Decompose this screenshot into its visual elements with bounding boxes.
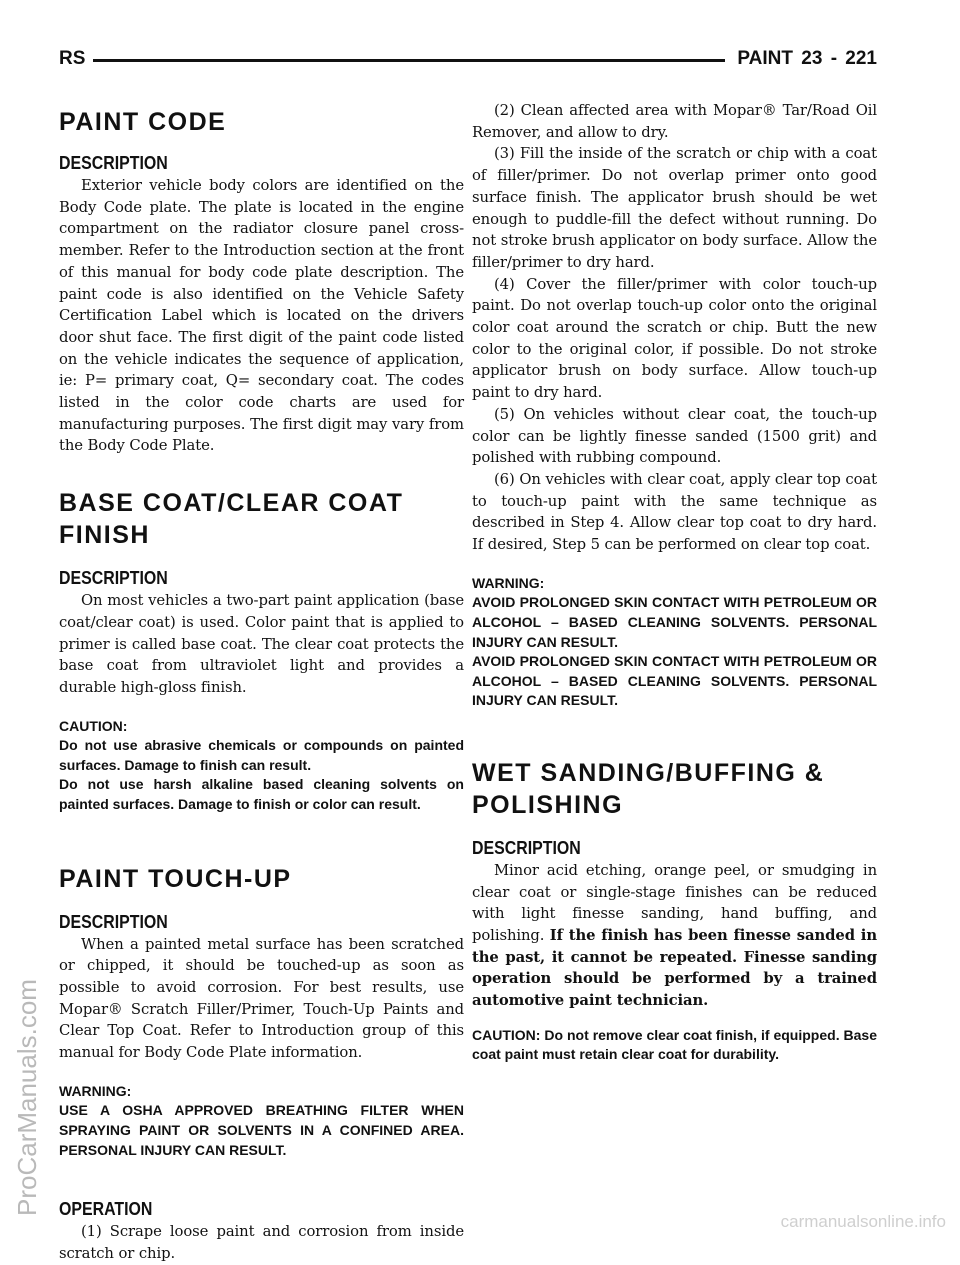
caution-text-2: Do not use harsh alkaline based cleaning solvents on painted surfaces. Damage to finish or color can result. <box>59 776 464 813</box>
warning-text: USE A OSHA APPROVED BREATHING FILTER WHEN SPRAYING PAINT OR SOLVENTS IN A CONFINED AREA. PERSONAL INJURY CAN RESULT. <box>59 1102 464 1158</box>
warning-block <box>472 574 877 711</box>
warning-text-2: AVOID PROLONGED SKIN CONTACT WITH PETROLEUM OR ALCOHOL – BASED CLEANING SOLVENTS. PERSONAL INJURY CAN RESULT. <box>472 653 877 709</box>
right-column <box>472 102 877 1065</box>
step-4: (4) Cover the filler/primer with color touch-up paint. Do not overlap touch-up color onto the original color coat around the scratch or chip. Butt the new color to the original color, if possible. Do not stroke applicator brush on body surface. Allow touch-up paint to dry hard. <box>472 275 877 402</box>
subheading-operation: OPERATION <box>59 1198 153 1220</box>
left-column <box>59 106 464 1265</box>
warning-label: WARNING: <box>472 574 545 591</box>
header-section-code: RS <box>59 48 86 69</box>
caution-text-1: Do not use abrasive chemicals or compounds on painted surfaces. Damage to finish can result. <box>59 737 464 773</box>
step-6: (6) On vehicles with clear coat, apply clear top coat to touch-up paint with the same technique as described in Step 4. Allow clear top coat to dry hard. If desired, Step 5 can be performed on clear top coat. <box>472 470 877 554</box>
subheading-description: DESCRIPTION <box>59 152 168 173</box>
step-3: (3) Fill the inside of the scratch or chip with a coat of filler/primer. Do not overlap primer onto good surface finish. The applicator brush should be wet enough to puddle-fill the defect without running. Do not stroke brush applicator on body surface. Allow the filler/primer to dry hard. <box>472 145 877 271</box>
warning-text-1: AVOID PROLONGED SKIN CONTACT WITH PETROLEUM OR ALCOHOL – BASED CLEANING SOLVENTS. PERSONAL INJURY CAN RESULT. <box>472 594 877 650</box>
header-rule <box>93 59 725 62</box>
header-page-label: PAINT 23 - 221 <box>737 48 877 69</box>
footer-watermark: carmanualsonline.info <box>780 1212 946 1231</box>
touch-up-paragraph: When a painted metal surface has been scratched or chipped, it should be touched-up as soon as possible to avoid corrosion. For best results, use Mopar® Scratch Filler/Primer, Touch-Up Paints and Clear Top Coat. Refer to Introduction group of this manual for Body Code Plate information. <box>59 935 464 1062</box>
caution-text: CAUTION: Do not remove clear coat finish, if equipped. Base coat paint must retain clear coat for durability. <box>472 1026 877 1063</box>
warning-block <box>59 1082 464 1160</box>
caution-block <box>472 1026 877 1065</box>
step-1: (1) Scrape loose paint and corrosion from inside scratch or chip. <box>59 1223 464 1262</box>
section-title-wet-sanding: WET SANDING/BUFFING & POLISHING <box>472 758 825 819</box>
section-title-paint-code: PAINT CODE <box>59 108 227 136</box>
section-title-base-coat: BASE COAT/CLEAR COAT FINISH <box>59 489 404 550</box>
subheading-description: DESCRIPTION <box>472 836 581 858</box>
caution-block <box>59 717 464 815</box>
caution-label: CAUTION: <box>59 717 128 734</box>
warning-label: WARNING: <box>59 1082 132 1099</box>
subheading-description: DESCRIPTION <box>59 567 168 589</box>
step-5: (5) On vehicles without clear coat, the touch-up color can be lightly finesse sanded (1500 grit) and polished with rubbing compound. <box>472 405 877 467</box>
subheading-description: DESCRIPTION <box>59 910 168 932</box>
wet-sanding-bold-note: If the finish has been finesse sanded in the past, it cannot be repeated. Finesse sanding operation should be performed by a trained automotive paint technician. <box>472 927 877 1010</box>
base-coat-paragraph: On most vehicles a two-part paint application (base coat/clear coat) is used. Color paint that is applied to primer is called base coat. The clear coat protects the base coat from ultraviolet light and provides a durable high-gloss finish. <box>59 592 464 696</box>
paint-code-paragraph: Exterior vehicle body colors are identified on the Body Code plate. The plate is located in the engine compartment on the radiator closure panel cross-member. Refer to the Introduction section at the front of this manual for body code plate description. The paint code is also identified on the Vehicle Safety Certification Label which is located on the drivers door shut face. The first digit of the paint code listed on the vehicle indicates the sequence of application, ie: P= primary coat, Q= secondary coat. The codes listed in the color code charts are used for manufacturing purposes. The first digit may vary from the Body Code Plate. <box>59 177 464 455</box>
section-title-touch-up: PAINT TOUCH-UP <box>59 864 292 893</box>
side-watermark: ProCarManuals.com <box>12 979 42 1216</box>
step-2: (2) Clean affected area with Mopar® Tar/Road Oil Remover, and allow to dry. <box>472 102 877 141</box>
wet-sanding-paragraph: Minor acid etching, orange peel, or smudging in clear coat or single-stage finishes can be reduced with light finesse sanding, hand buffing, and polishing. If the finish has been finesse sanded in the past, it cannot be repeated. Finesse sanding operation should be performed by a trained automotive paint technician. <box>472 861 877 1010</box>
page-header <box>59 38 877 78</box>
